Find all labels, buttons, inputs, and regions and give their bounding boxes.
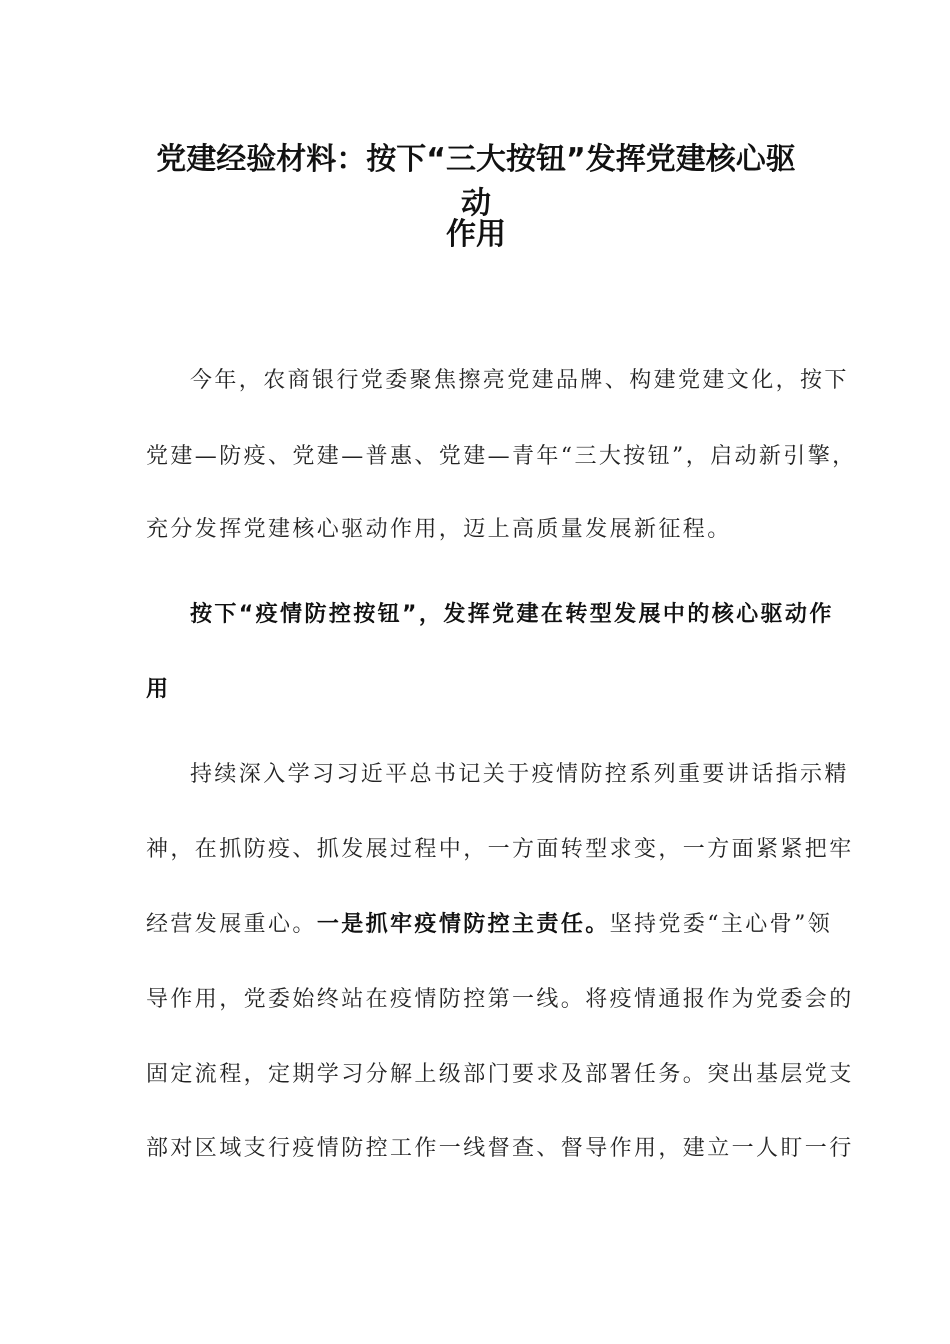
body-line-5: 固定流程，定期学习分解上级部门要求及部署任务。突出基层党支 bbox=[146, 1062, 854, 1087]
document-title-line-1: 党建经验材料：按下“三大按钮”发挥党建核心驱动 bbox=[156, 142, 796, 221]
body-line-6: 部对区域支行疫情防控工作一线督查、督导作用，建立一人盯一行 bbox=[146, 1136, 854, 1161]
intro-line-3: 充分发挥党建核心驱动作用，迈上高质量发展新征程。 bbox=[146, 517, 732, 542]
body-line-3-start: 经营发展重心。 bbox=[146, 912, 317, 937]
intro-line-2: 党建—防疫、党建—普惠、党建—青年“三大按钮”，启动新引擎， bbox=[146, 444, 857, 469]
body-line-3-end: 坚持党委“主心骨”领 bbox=[609, 912, 833, 937]
body-line-2: 神，在抓防疫、抓发展过程中，一方面转型求变，一方面紧紧把牢 bbox=[146, 837, 854, 862]
document-title-line-2: 作用 bbox=[446, 217, 506, 252]
intro-line-1: 今年，农商银行党委聚焦擦亮党建品牌、构建党建文化，按下 bbox=[190, 368, 849, 393]
body-line-4: 导作用，党委始终站在疫情防控第一线。将疫情通报作为党委会的 bbox=[146, 987, 854, 1012]
section-heading-line-1: 按下“疫情防控按钮”，发挥党建在转型发展中的核心驱动作 bbox=[190, 602, 834, 627]
body-line-1: 持续深入学习习近平总书记关于疫情防控系列重要讲话指示精 bbox=[190, 762, 849, 787]
body-line-3 bbox=[146, 907, 833, 938]
section-heading-line-2: 用 bbox=[146, 677, 171, 702]
body-line-3-emphasis: 一是抓牢疫情防控主责任。 bbox=[316, 912, 610, 937]
